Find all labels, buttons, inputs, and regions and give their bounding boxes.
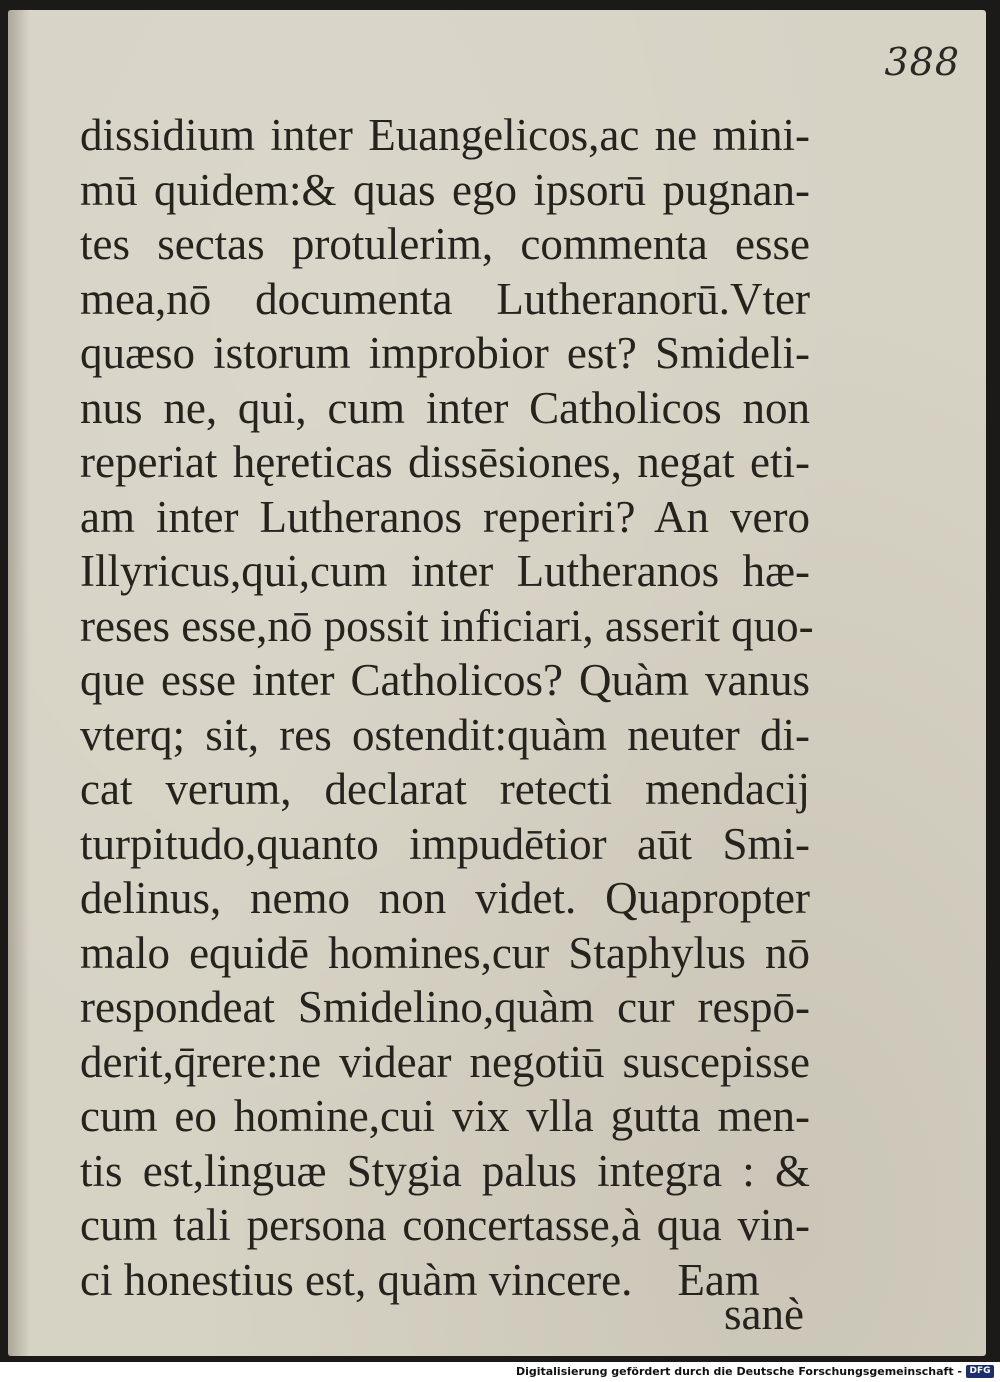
dfg-logo-icon: DFG bbox=[966, 1365, 994, 1378]
page-number: 388 bbox=[884, 40, 960, 84]
text-line: delinus, nemo non videt. Quapropter bbox=[80, 873, 810, 923]
text-line: respondeat Smidelino,quàm cur respō- bbox=[80, 982, 810, 1032]
digitization-footer bbox=[0, 1362, 1000, 1382]
text-line: turpitudo,quanto impudētior aūt Smi- bbox=[80, 818, 810, 869]
text-line: derit,q̄rere:ne videar negotiū suscepisse bbox=[80, 1036, 810, 1087]
text-line: nus ne, qui, cum inter Catholicos non bbox=[80, 382, 810, 433]
text-line: quæso istorum improbior est? Smideli- bbox=[80, 328, 810, 378]
text-line: cat verum, declarat retecti mendacij bbox=[80, 764, 810, 814]
text-line: cum eo homine,cui vix vlla gutta men- bbox=[80, 1091, 810, 1141]
text-line: tis est,linguæ Stygia palus integra : & bbox=[80, 1145, 810, 1196]
text-line: reses esse,nō possit inficiari, asserit quo- bbox=[80, 600, 814, 651]
funding-credit: Digitalisierung gefördert durch die Deutsche Forschungsgemeinschaft - bbox=[515, 1365, 962, 1378]
text-line: que esse inter Catholicos? Quàm vanus bbox=[80, 655, 810, 705]
body-text bbox=[80, 108, 814, 1307]
catchword: sanè bbox=[724, 1289, 804, 1339]
text-line: am inter Lutheranos reperiri? An vero bbox=[80, 491, 810, 542]
text-line: mea,nō documenta Lutheranorū.Vter bbox=[80, 273, 810, 324]
text-line: cum tali persona concertasse,à qua vin- bbox=[80, 1200, 810, 1250]
text-line: dissidium inter Euangelicos,ac ne mini- bbox=[80, 110, 810, 160]
text-line: Illyricus,qui,cum inter Lutheranos hæ- bbox=[80, 546, 810, 596]
text-line: mū quidem:& quas ego ipsorū pugnan- bbox=[80, 164, 810, 215]
text-line: vterq; sit, res ostendit:quàm neuter di- bbox=[80, 709, 810, 760]
book-page bbox=[8, 10, 986, 1356]
text-line: reperiat hęreticas dissēsiones, negat eti- bbox=[80, 437, 810, 487]
text-line: ci honestius est, quàm vincere. Eam bbox=[80, 1254, 760, 1305]
text-line: tes sectas protulerim, commenta esse bbox=[80, 219, 810, 269]
text-line: malo equidē homines,cur Staphylus nō bbox=[80, 927, 810, 978]
